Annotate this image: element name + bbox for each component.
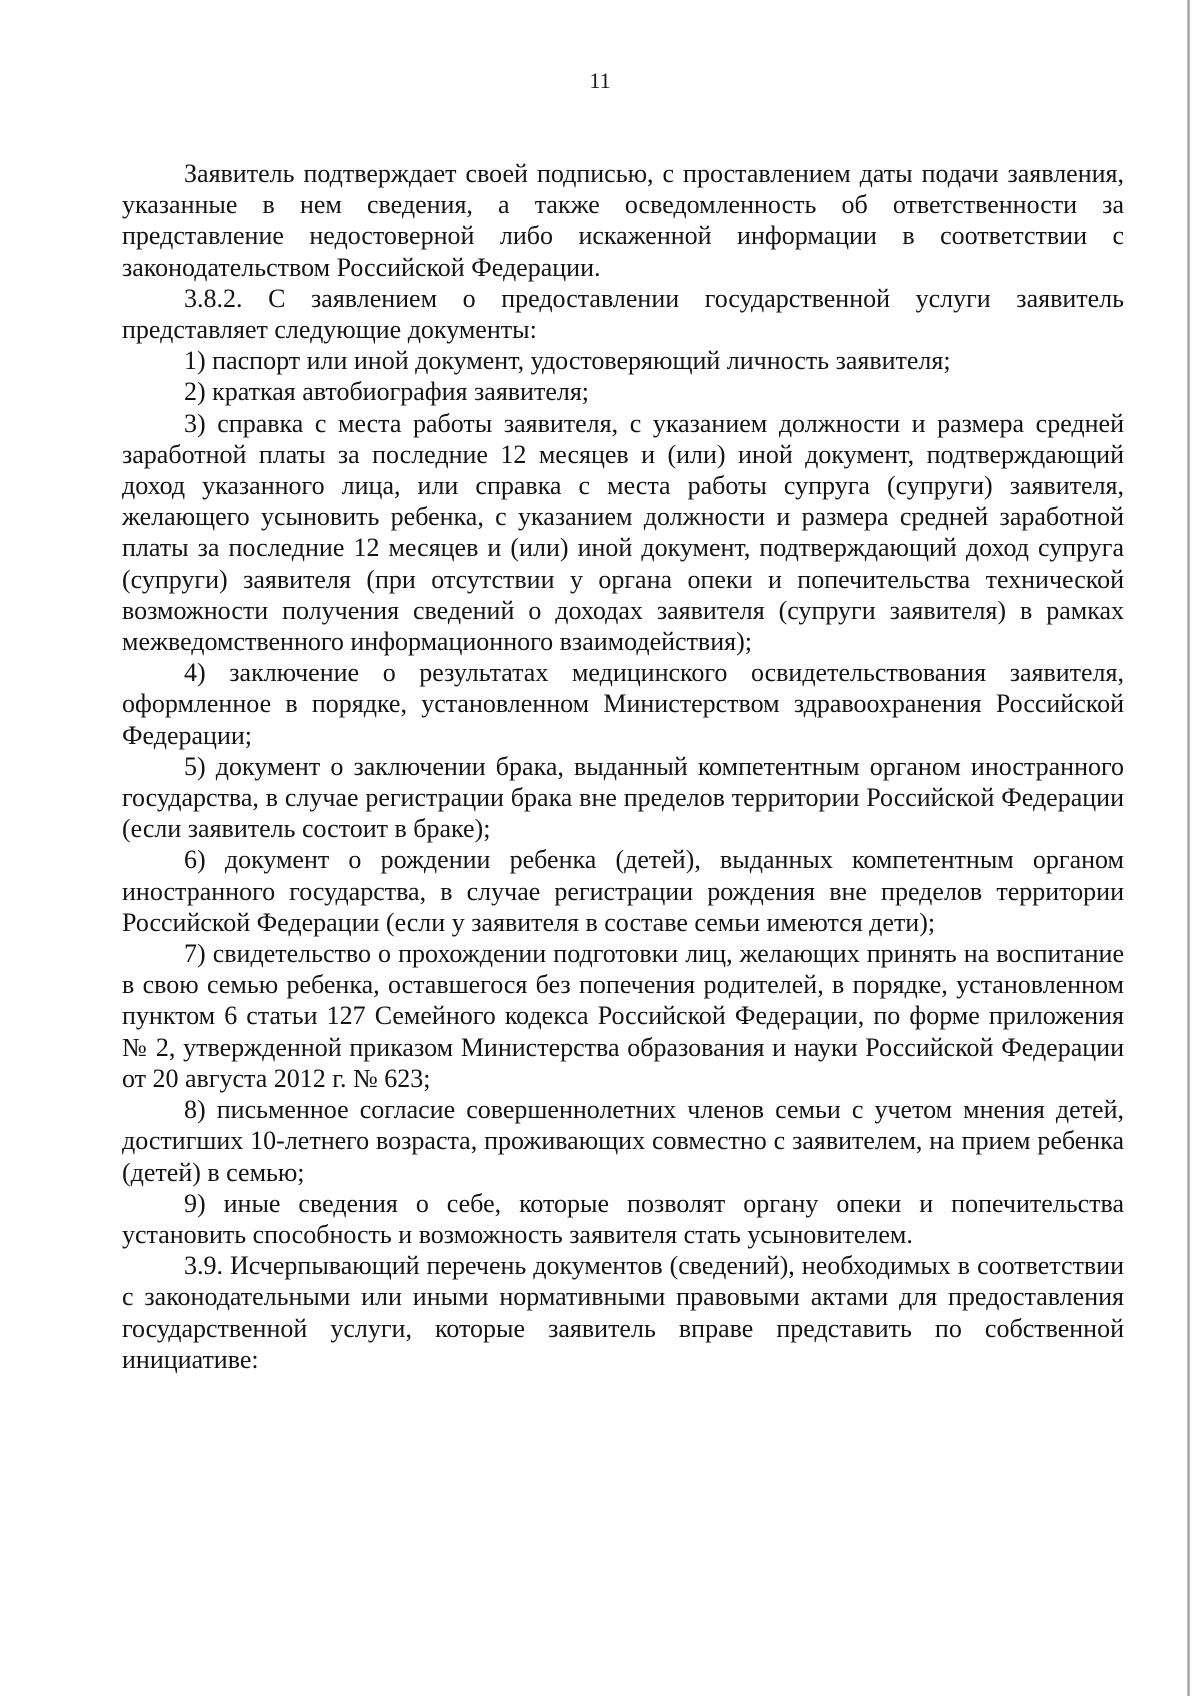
list-item-4: 4) заключение о результатах медицинского освидетельствования заявителя, оформленное в порядке, установленном Министерством здравоохранения Российской Федерации; bbox=[122, 658, 1124, 750]
paragraph-applicant-signature: Заявитель подтверждает своей подписью, с проставлением даты подачи заявления, указанные в нем сведения, а также осведомленность об ответственности за представление недостоверной либо искаженной информации в соответствии с законодательством Российской Федерации. bbox=[122, 159, 1124, 282]
list-item-7: 7) свидетельство о прохождении подготовки лиц, желающих принять на воспитание в свою семью ребенка, оставшегося без попечения родителей, в порядке, установленном пунктом 6 статьи 127 Семейного кодекса Российской Федерации, по форме приложения № 2, утвержденной приказом Министерства образования и науки Российской Федерации от 20 августа 2012 г. № 623; bbox=[122, 939, 1124, 1093]
list-item-1: 1) паспорт или иной документ, удостоверяющий личность заявителя; bbox=[184, 346, 951, 376]
list-item-3: 3) справка с места работы заявителя, с указанием должности и размера средней заработной платы за последние 12 месяцев и (или) иной документ, подтверждающий доход указанного лица, или справка с места работы супруга (супруги) заявителя, желающего усыновить ребенка, с указанием должности и размера средней заработной платы за последние 12 месяцев и (или) иной документ, подтверждающий доход супруга (супруги) заявителя (при отсутствии у органа опеки и попечительства технической возможности получения сведений о доходах заявителя (супруги заявителя) в рамках межведомственного информационного взаимодействия); bbox=[122, 408, 1124, 657]
list-item-5: 5) документ о заключении брака, выданный компетентным органом иностранного государства, в случае регистрации брака вне пределов территории Российской Федерации (если заявитель состоит в браке); bbox=[122, 751, 1124, 844]
document-body bbox=[122, 158, 1124, 1375]
paragraph-3-9: 3.9. Исчерпывающий перечень документов (сведений), необходимых в соответствии с законодательными или иными нормативными правовыми актами для предоставления государственной услуги, которые заявитель вправе представить по собственной инициативе: bbox=[122, 1251, 1124, 1374]
list-item-9: 9) иные сведения о себе, которые позволят органу опеки и попечительства установить способность и возможность заявителя стать усыновителем. bbox=[122, 1188, 1124, 1249]
list-item-6: 6) документ о рождении ребенка (детей), выданных компетентным органом иностранного государства, в случае регистрации рождения вне пределов территории Российской Федерации (если у заявителя в составе семьи имеются дети); bbox=[122, 845, 1124, 937]
page-number: 11 bbox=[589, 68, 611, 93]
paragraph-3-8-2: 3.8.2. С заявлением о предоставлении государственной услуги заявитель представляет следующие документы: bbox=[122, 283, 1124, 345]
list-item-2: 2) краткая автобиография заявителя; bbox=[184, 377, 590, 407]
scan-edge-shadow bbox=[1187, 0, 1190, 1696]
list-item-8: 8) письменное согласие совершеннолетних членов семьи с учетом мнения детей, достигших 10-летнего возраста, проживающих совместно с заявителем, на прием ребенка (детей) в семью; bbox=[122, 1095, 1124, 1187]
